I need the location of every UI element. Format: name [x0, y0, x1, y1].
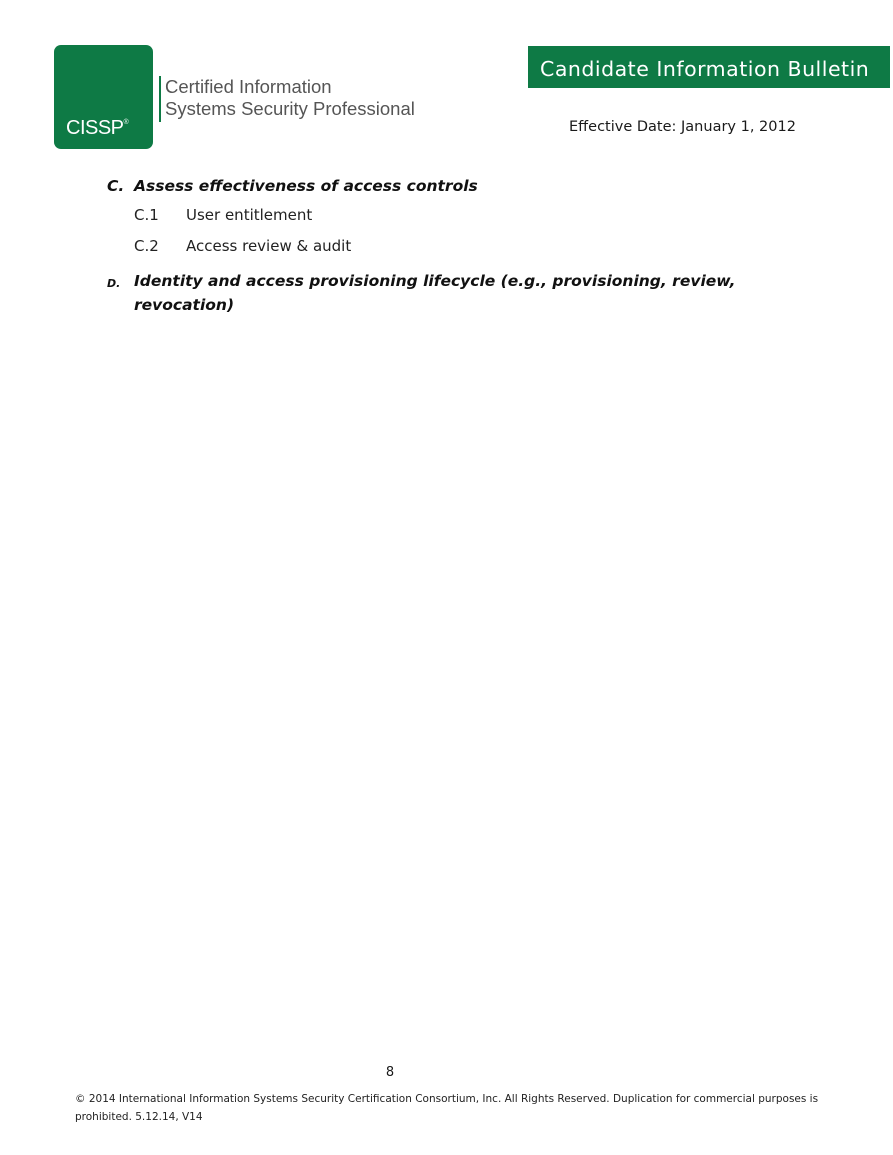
page-number: 8 — [385, 1065, 395, 1080]
registered-mark: ® — [123, 119, 129, 126]
item-c1-label: User entitlement — [186, 206, 313, 224]
section-d-title: Identity and access provisioning lifecycle (e.g., provisioning, review, revocation) — [134, 272, 736, 314]
copyright-notice: © 2014 International Information Systems Security Certification Consortium, Inc. All Rights Reserved. Duplication for commercial purposes is prohibited. 5.12.14, V14 — [75, 1093, 819, 1123]
cissp-logo — [54, 45, 153, 149]
section-d-letter: D. — [107, 277, 121, 290]
cert-name-line1: Certified Information — [165, 76, 332, 97]
item-c2-number: C.2 — [134, 237, 159, 255]
effective-date: Effective Date: January 1, 2012 — [569, 119, 796, 135]
certification-name — [165, 76, 415, 120]
item-c2-label: Access review & audit — [186, 237, 352, 255]
cert-name-line2: Systems Security Professional — [165, 98, 415, 119]
logo-wordmark — [66, 117, 128, 140]
section-c-letter: C. — [107, 177, 125, 195]
logo-text: CISSP — [66, 117, 124, 139]
section-c-title: Assess effectiveness of access controls — [134, 177, 478, 195]
bulletin-banner: Candidate Information Bulletin — [528, 46, 890, 88]
item-c1-number: C.1 — [134, 206, 159, 224]
logo-divider — [159, 76, 161, 122]
